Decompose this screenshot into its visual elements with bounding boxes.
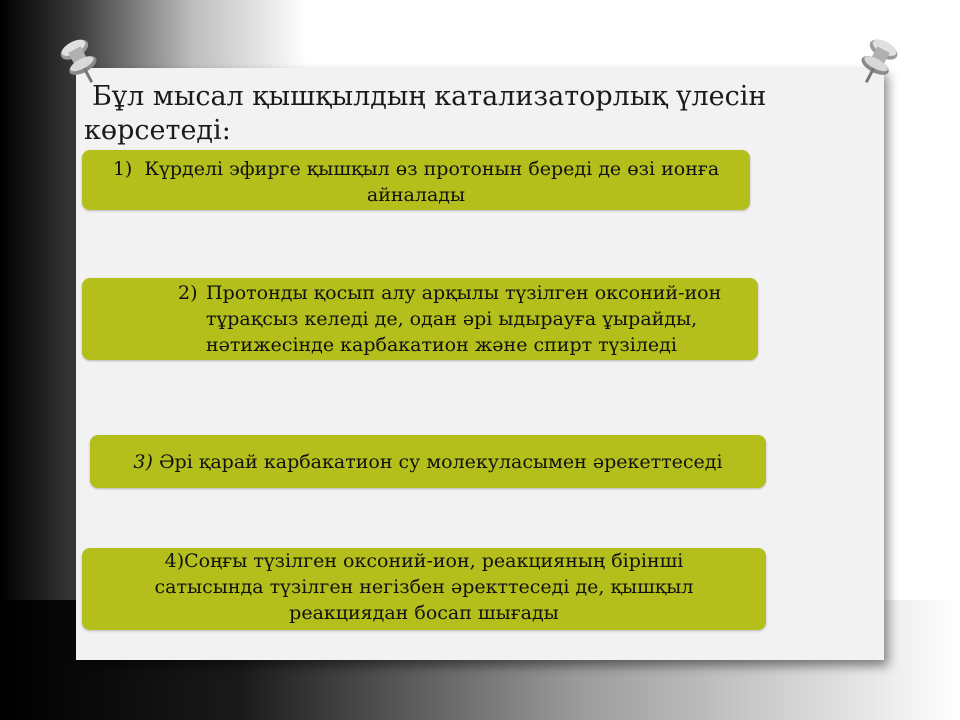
slide-title: Бұл мысал қышқылдың катализаторлық үлесін көрсетеді:: [84, 81, 767, 146]
step-text-4: [124, 548, 724, 626]
step-box-1: [82, 150, 750, 210]
step-body-4: Соңғы түзілген оксоний-ион, реакцияның бірінші сатысында түзілген негізбен әректтеседі де, қышқыл реакциядан босап шығады: [154, 550, 694, 624]
step-box-2: [82, 278, 758, 360]
step-body-3: Әрі қарай карбакатион су молекуласымен әрекеттеседі: [158, 451, 723, 473]
step-text-2: [178, 280, 766, 358]
step-number-3: 3): [133, 451, 153, 473]
step-body-2: Протонды қосып алу арқылы түзілген оксоний-ион тұрақсыз келеді де, одан әрі ыдырауға ұырайды, нәтижесінде карбакатион және спирт түзіледі: [206, 282, 722, 356]
step-text-3: [90, 435, 766, 475]
step-text-1: [82, 150, 750, 208]
step-number-2: 2): [178, 282, 198, 304]
step-box-3: [90, 435, 766, 488]
step-body-1: Күрделі эфирге қышқыл өз протонын береді де өзі ионға айналады: [144, 158, 720, 206]
step-number-4: 4): [164, 550, 185, 572]
step-box-4: [82, 548, 766, 630]
step-number-1: 1): [112, 158, 133, 180]
